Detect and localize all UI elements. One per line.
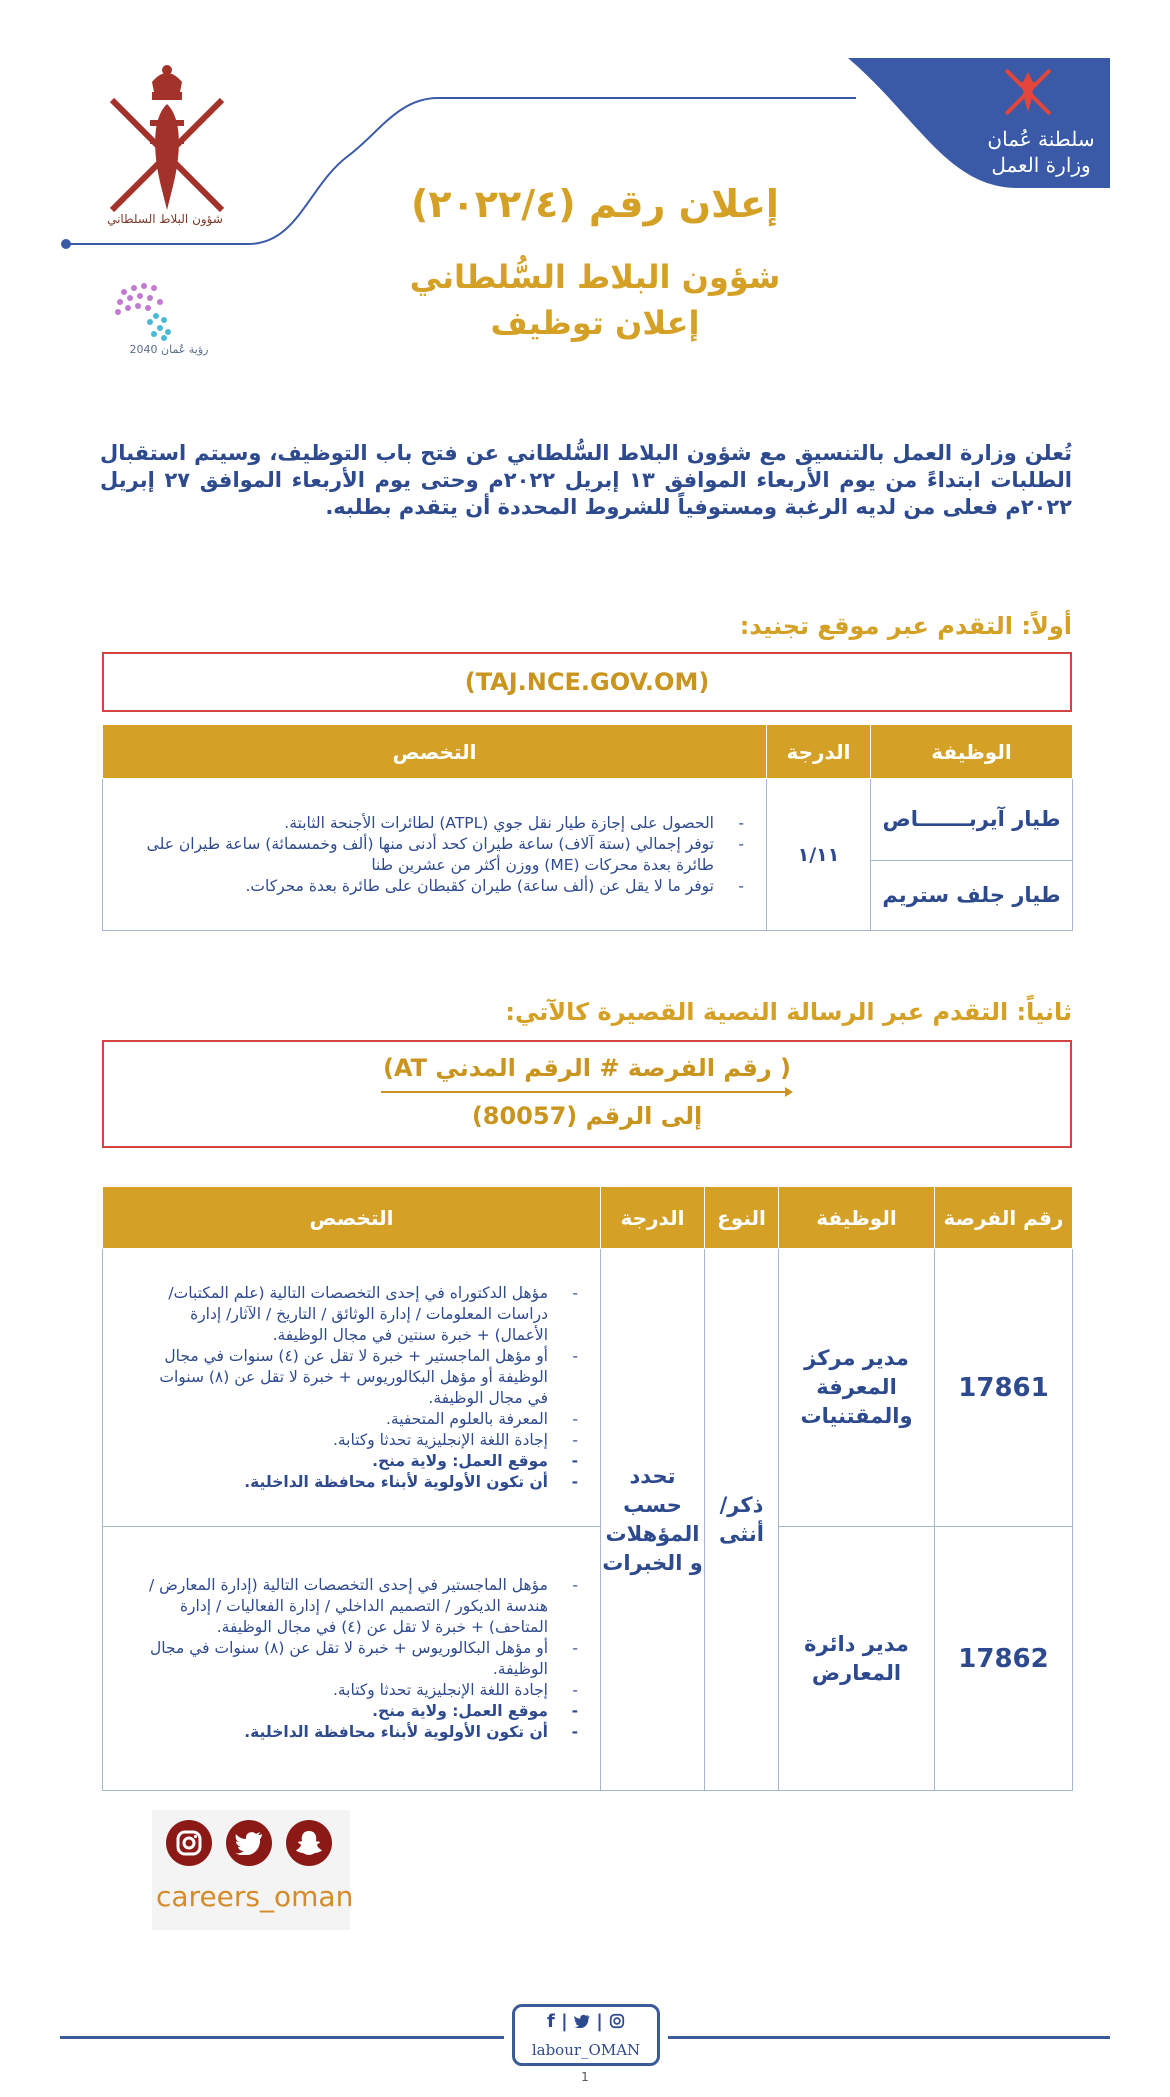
table-row [103, 1249, 1073, 1527]
list-item: - أن تكون الأولوية لأبناء محافظة الداخلية. [143, 1722, 578, 1743]
table1-header-spec: التخصص [103, 725, 767, 779]
footer-line-right [668, 2036, 1110, 2039]
twitter-icon[interactable] [226, 1820, 272, 1866]
list-item: - أن تكون الأولوية لأبناء محافظة الداخلية. [143, 1472, 578, 1493]
announcement-subtitle [360, 254, 830, 346]
list-item: - توفر ما لا يقل عن (ألف ساعة) طيران كقبطان على طائرة بعدة محركات. [143, 876, 744, 897]
intro-paragraph: تُعلن وزارة العمل بالتنسيق مع شؤون البلاط السُّلطاني عن فتح باب التوظيف، وسيتم استقبال الطلبات ابتداءً من يوم الأربعاء الموافق ١٣ إبريل ٢٠٢٢م وحتى يوم الأربعاء الموافق ٢٧ إبريل ٢٠٢٢م فعلى من لديه الرغبة ومستوفياً للشروط المحددة أن يتقدم بطلبه. [100, 441, 1072, 519]
list-item: - مؤهل الدكتوراه في إحدى التخصصات التالية (علم المكتبات/ دراسات المعلومات / إدارة الوثائق / التاريخ / الآثار/ إدارة الأعمال) + خبرة سنتين في مجال الوظيفة. [143, 1283, 578, 1346]
ministry-name-line1: سلطنة عُمان [987, 127, 1095, 151]
subtitle-line2: إعلان توظيف [490, 304, 700, 342]
ministry-of-labour-logo [848, 58, 1110, 188]
separator: | [561, 2011, 574, 2032]
labour-oman-handle[interactable]: labour_OMAN [531, 2041, 641, 2059]
royal-court-caption: شؤون البلاط السلطاني [107, 212, 223, 226]
sms-format: ( رقم الفرصة # الرقم المدني AT) [383, 1054, 791, 1082]
ministry-name-line2: وزارة العمل [991, 153, 1091, 177]
table2-header-row [103, 1187, 1073, 1249]
grade-cell: تحدد حسب المؤهلات و الخبرات [601, 1249, 705, 1791]
list-item: - موقع العمل: ولاية منح. [143, 1701, 578, 1722]
job-title-gulfstream-pilot: طيار جلف ستريم [871, 861, 1073, 931]
job-title: مدير مركز المعرفة والمقتنيات [779, 1249, 935, 1527]
pilot-spec-cell [103, 779, 767, 931]
oman-vision-2040-logo-icon [84, 276, 254, 376]
list-item: - إجادة اللغة الإنجليزية تحدثا وكتابة. [143, 1430, 578, 1451]
page-number: 1 [581, 2070, 589, 2084]
job-title-airbus-pilot: طيار آيربـــــــاص [871, 779, 1073, 861]
section1-title: أولاً: التقدم عبر موقع تجنيد: [739, 612, 1072, 640]
sms-instructions-box [102, 1040, 1072, 1148]
gender-cell: ذكر/ أنثى [705, 1249, 779, 1791]
list-item: - الحصول على إجازة طيار نقل جوي (ATPL) لطائرات الأجنحة الثابتة. [143, 813, 744, 834]
opportunity-number: 17862 [935, 1527, 1073, 1791]
table2-header-job: الوظيفة [779, 1187, 935, 1249]
table-row [103, 1527, 1073, 1791]
footer-social-icons[interactable] [515, 2011, 657, 2032]
ministry-name [976, 126, 1106, 178]
instagram-icon[interactable] [166, 1820, 212, 1866]
court-jobs-table [102, 1186, 1073, 1791]
section2-title: ثانياً: التقدم عبر الرسالة النصية القصيرة كالآتي: [505, 998, 1072, 1026]
table-row [103, 779, 1073, 861]
list-item: - أو مؤهل الماجستير + خبرة لا تقل عن (٤) سنوات في مجال الوظيفة أو مؤهل البكالوريوس + خبرة لا تقل عن (٨) سنوات في مجال الوظيفة. [143, 1346, 578, 1409]
list-item: - موقع العمل: ولاية منح. [143, 1451, 578, 1472]
pilot-jobs-table [102, 724, 1073, 931]
spec-list [103, 1277, 600, 1499]
snapchat-icon[interactable] [286, 1820, 332, 1866]
table1-header-grade: الدرجة [767, 725, 871, 779]
subtitle-line1: شؤون البلاط السُّلطاني [409, 258, 781, 296]
opportunity-number: 17861 [935, 1249, 1073, 1527]
list-item: - المعرفة بالعلوم المتحفية. [143, 1409, 578, 1430]
announcement-title: إعلان رقم (٢٠٢٢/٤) [411, 182, 779, 226]
twitter-icon[interactable] [574, 2014, 590, 2028]
tajneed-site-link[interactable]: (TAJ.NCE.GOV.OM) [464, 668, 710, 696]
table2-header-spec: التخصص [103, 1187, 601, 1249]
footer-line-left [60, 2036, 504, 2039]
list-item: - توفر إجمالي (ستة آلاف) ساعة طيران كحد أدنى منها (ألف وخمسمائة) ساعة طيران على طائرة بعدة محركات (ME) ووزن أكثر من عشرين طنا [143, 834, 744, 876]
arrow-right-icon [381, 1086, 793, 1098]
table1-header-job: الوظيفة [871, 725, 1073, 779]
table2-header-id: رقم الفرصة [935, 1187, 1073, 1249]
oman-vision-caption: رؤية عُمان 2040 [129, 343, 209, 356]
facebook-icon[interactable]: f [546, 2011, 555, 2032]
job-title: مدير دائرة المعارض [779, 1527, 935, 1791]
instagram-icon[interactable] [609, 2013, 625, 2029]
careers-handle[interactable]: careers_oman [156, 1880, 354, 1913]
table1-header-row [103, 725, 1073, 779]
spec-cell [103, 1249, 601, 1527]
spec-list [103, 1569, 600, 1749]
tajneed-site-box [102, 652, 1072, 712]
footer-social-box [512, 2004, 660, 2066]
separator: | [596, 2011, 610, 2032]
careers-social-panel [152, 1810, 354, 1930]
sms-number: إلى الرقم (80057) [471, 1102, 703, 1130]
list-item: - إجادة اللغة الإنجليزية تحدثا وكتابة. [143, 1680, 578, 1701]
grade-cell: ١/١١ [767, 779, 871, 931]
royal-court-emblem-icon [92, 60, 242, 230]
list-item: - أو مؤهل البكالوريوس + خبرة لا تقل عن (٨) سنوات في مجال الوظيفة. [143, 1638, 578, 1680]
table2-header-gender: النوع [705, 1187, 779, 1249]
oman-khanjar-emblem-icon [998, 62, 1058, 122]
list-item: - مؤهل الماجستير في إحدى التخصصات التالية (إدارة المعارض / هندسة الديكور / التصميم الداخلي / إدارة الفعاليات / إدارة المتاحف) + خبرة لا تقل عن (٤) في مجال الوظيفة. [143, 1575, 578, 1638]
pilot-spec-list [103, 807, 766, 903]
table2-header-grade: الدرجة [601, 1187, 705, 1249]
spec-cell [103, 1527, 601, 1791]
